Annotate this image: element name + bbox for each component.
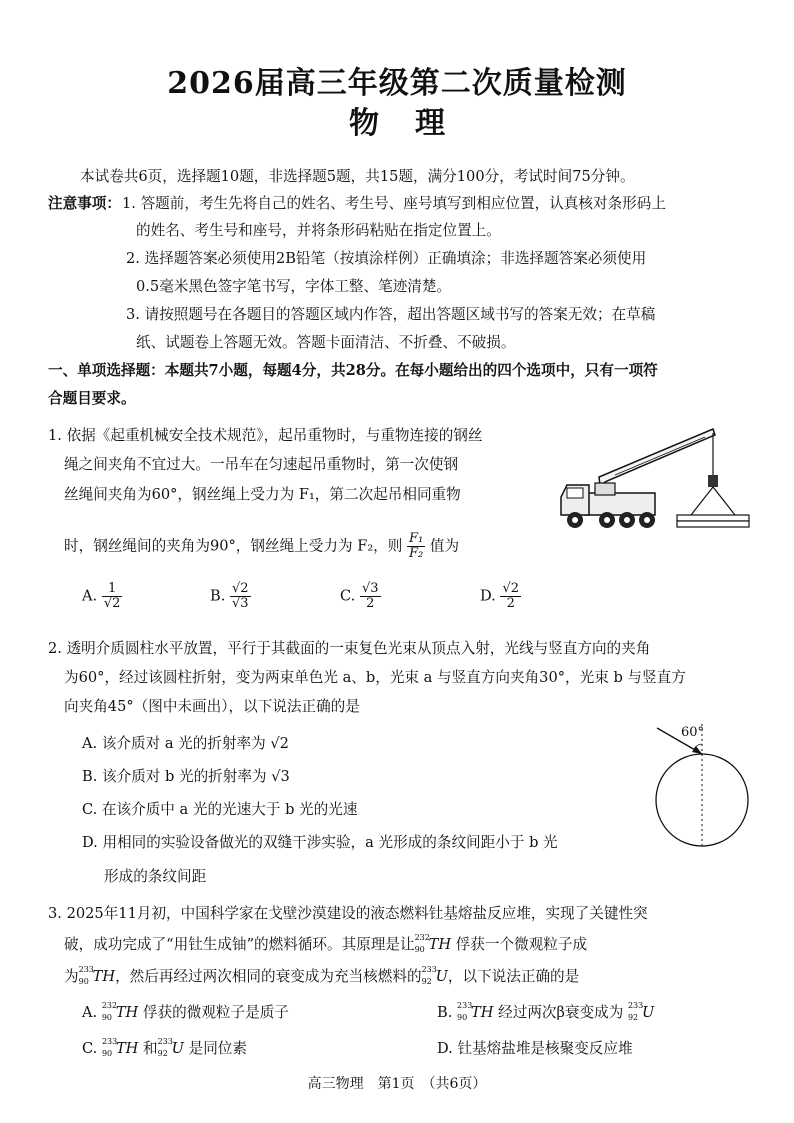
q3-text-part: 破，成功完成了“用钍生成铀”的燃料循环。其原理是让 xyxy=(64,936,415,953)
exam-intro: 本试卷共6页，选择题10题，非选择题5题，共15题，满分100分，考试时间75分钟。 xyxy=(80,168,635,185)
q1-option-c xyxy=(340,582,381,611)
mass-number: 233 xyxy=(78,965,94,974)
q1-option-b xyxy=(210,582,251,611)
section-heading-cont: 合题目要求。 xyxy=(48,390,136,407)
option-fraction xyxy=(360,582,381,611)
notice-item: 1. 答题前，考生先将自己的姓名、考生号、座号填写到相应位置，认真核对条形码上 xyxy=(122,195,666,212)
page-title: 2026届高三年级第二次质量检测 xyxy=(167,66,627,101)
option-text: 经过两次β衰变成为 xyxy=(498,1004,624,1021)
q3-text-part: ，以下说法正确的是 xyxy=(447,968,580,985)
nuclide-symbol: TH xyxy=(471,1004,494,1021)
mass-number: 233 xyxy=(157,1037,173,1046)
q3-option-c xyxy=(82,1037,247,1058)
option-label: B. xyxy=(437,1004,453,1021)
ratio-numerator: F₁ xyxy=(409,531,424,546)
option-label: D. xyxy=(480,587,496,605)
fraction-den: 2 xyxy=(366,596,375,611)
nuclide-symbol: TH xyxy=(92,968,116,985)
notice-item: 3. 请按照题号在各题目的答题区域内作答，超出答题区域书写的答案无效；在草稿 xyxy=(126,306,656,323)
nuclide xyxy=(457,1001,473,1022)
nuclide xyxy=(157,1037,173,1058)
atomic-number: 92 xyxy=(157,1049,168,1058)
ratio-denominator: F₂ xyxy=(409,546,424,561)
nuclide xyxy=(101,1037,118,1058)
option-fraction xyxy=(500,582,521,611)
q1-text: 绳之间夹角不宜过大。一吊车在匀速起吊重物时，第一次使钢 xyxy=(64,456,459,473)
q2-option-a: A. 该介质对 a 光的折射率为 √2 xyxy=(82,735,289,752)
q1-ratio xyxy=(407,532,425,561)
notice-item: 的姓名、考生号和座号，并将条形码粘贴在指定位置上。 xyxy=(136,222,501,239)
fraction-num: √2 xyxy=(502,581,520,596)
q3-option-d: D. 钍基熔盐堆是核聚变反应堆 xyxy=(437,1040,633,1057)
atomic-number: 90 xyxy=(78,977,89,986)
nuclide xyxy=(414,933,430,954)
atomic-number: 92 xyxy=(627,1013,639,1022)
notice-item: 2. 选择题答案必须使用2B铅笔（按填涂样例）正确填涂；非选择题答案必须使用 xyxy=(126,250,647,267)
q2-text: 2. 透明介质圆柱水平放置，平行于其截面的一束复色光束从顶点入射，光线与竖直方向的夹角 xyxy=(48,640,651,657)
cylinder-figure xyxy=(645,710,765,880)
subject-title: 物理 xyxy=(349,106,481,141)
fraction-den: √2 xyxy=(103,596,121,611)
atomic-number: 90 xyxy=(414,945,425,954)
option-label: A. xyxy=(82,587,98,605)
option-text: 是同位素 xyxy=(188,1040,247,1057)
fraction-num: √3 xyxy=(361,581,379,596)
mass-number: 233 xyxy=(627,1001,644,1010)
q3-text: 3. 2025年11月初，中国科学家在戈壁沙漠建设的液态燃料钍基熔盐反应堆，实现了关键性突 xyxy=(48,905,648,922)
mass-number: 232 xyxy=(414,933,430,942)
q3-text-part: 为 xyxy=(64,968,79,985)
crane-figure xyxy=(555,425,755,540)
option-label: C. xyxy=(82,1040,98,1057)
fraction-num: √2 xyxy=(232,581,249,596)
q3-option-a xyxy=(82,1001,289,1022)
q3-text-part: ，然后再经过两次相同的衰变成为充当核燃料的 xyxy=(115,968,422,985)
q1-text: 1. 依据《起重机械安全技术规范》，起吊重物时，与重物连接的钢丝 xyxy=(48,427,483,444)
q3-option-b xyxy=(437,1001,655,1022)
hook-block xyxy=(708,475,718,487)
notice-item: 0.5毫米黑色签字笔书写，字体工整、笔迹清楚。 xyxy=(136,278,452,295)
nuclide xyxy=(627,1001,644,1022)
mass-number: 232 xyxy=(101,1001,118,1010)
q1-text-part: 时，钢丝绳间的夹角为90°，钢丝绳上受力为 F₂，则 xyxy=(64,537,403,555)
truck-body xyxy=(585,493,655,515)
q3-text xyxy=(64,965,580,986)
angle-label: 60° xyxy=(681,725,705,740)
q2-option-d: D. 用相同的实验设备做光的双缝干涉实验，a 光形成的条纹间距小于 b 光 xyxy=(82,834,558,851)
q1-option-d xyxy=(480,582,521,611)
atomic-number: 90 xyxy=(101,1013,113,1022)
nuclide xyxy=(421,965,437,986)
q2-option-b: B. 该介质对 b 光的折射率为 √3 xyxy=(82,768,290,785)
option-text: 和 xyxy=(143,1040,158,1057)
mass-number: 233 xyxy=(457,1001,473,1010)
q2-option-c: C. 在该介质中 a 光的光速大于 b 光的光速 xyxy=(82,801,358,818)
atomic-number: 92 xyxy=(421,977,432,986)
q1-text: 丝绳间夹角为60°，钢丝绳上受力为 F₁，第二次起吊相同重物 xyxy=(64,486,461,503)
nuclide-symbol: U xyxy=(171,1040,184,1057)
nuclide-symbol: U xyxy=(641,1004,655,1021)
fraction-den: √3 xyxy=(232,596,249,611)
q3-text-part: 俘获一个微观粒子成 xyxy=(455,936,588,953)
section-heading: 一、单项选择题：本题共7小题，每题4分，共28分。在每小题给出的四个选项中，只有一项符 xyxy=(48,362,658,379)
mass-number: 233 xyxy=(101,1037,118,1046)
option-text: 俘获的微观粒子是质子 xyxy=(142,1004,289,1021)
atomic-number: 90 xyxy=(457,1013,468,1022)
nuclide-symbol: U xyxy=(435,968,448,985)
nuclide-symbol: TH xyxy=(428,936,452,953)
fraction-den: 2 xyxy=(506,596,515,611)
page-footer: 高三物理 第1页 （共6页） xyxy=(307,1076,487,1092)
q3-text xyxy=(64,933,588,954)
nuclide xyxy=(101,1001,118,1022)
nuclide-symbol: TH xyxy=(115,1004,139,1021)
mass-number: 233 xyxy=(421,965,437,974)
fraction-num: 1 xyxy=(102,582,123,597)
load-plates xyxy=(677,515,749,521)
option-label: A. xyxy=(82,1004,98,1021)
nuclide-symbol: TH xyxy=(115,1040,139,1057)
option-label: C. xyxy=(340,587,356,605)
notice-item: 纸、试题卷上答题无效。答题卡面清洁、不折叠、不破损。 xyxy=(136,334,516,351)
ray-arrow xyxy=(692,746,702,754)
option-label: B. xyxy=(210,587,226,605)
q2-text: 向夹角45°（图中未画出），以下说法正确的是 xyxy=(64,698,360,715)
atomic-number: 90 xyxy=(101,1049,113,1058)
nuclide xyxy=(78,965,94,986)
option-fraction xyxy=(102,582,123,611)
q1-text-part: 值为 xyxy=(429,537,460,555)
q2-text: 为60°，经过该圆柱折射，变为两束单色光 a、b，光束 a 与竖直方向夹角30°，光束 b 与竖直方 xyxy=(64,669,686,686)
q2-option-d-cont: 形成的条纹间距 xyxy=(104,868,207,885)
option-fraction xyxy=(230,582,251,611)
q1-option-a xyxy=(82,582,122,611)
q1-text xyxy=(64,532,459,561)
notice-label: 注意事项： xyxy=(48,195,121,212)
